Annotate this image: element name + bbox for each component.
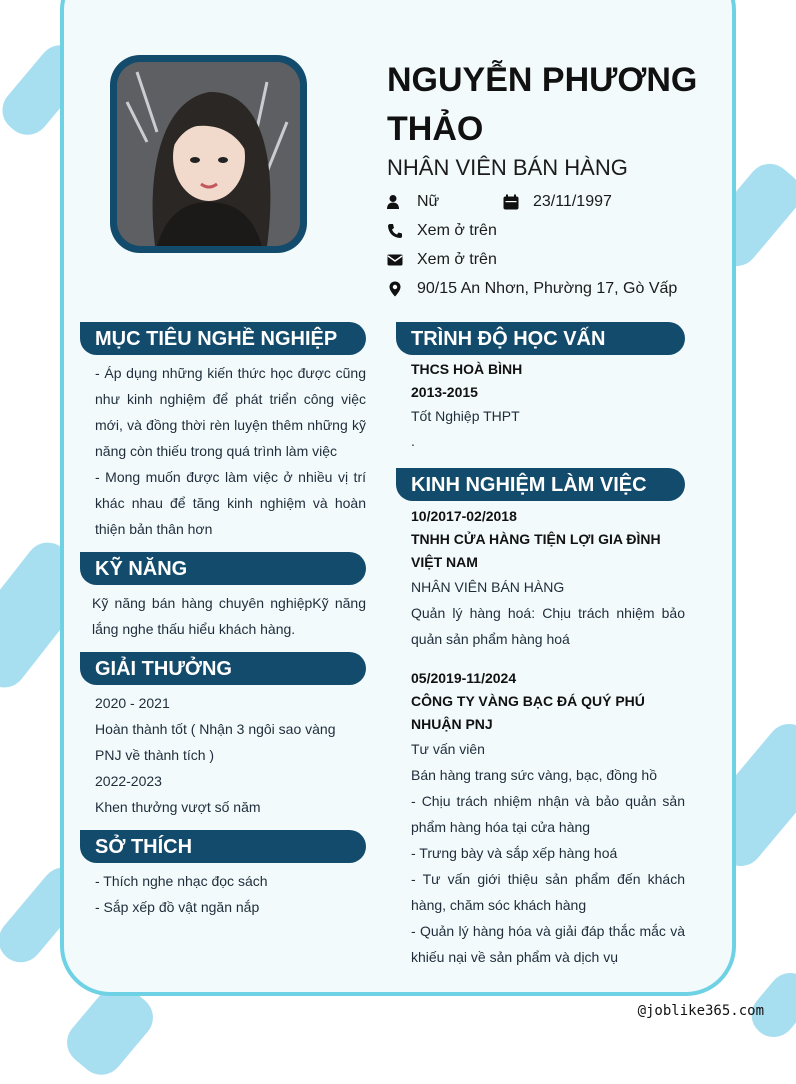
address-value: 90/15 An Nhơn, Phường 17, Gò Vấp (417, 280, 678, 297)
award-line: Khen thưởng vượt số năm (95, 799, 261, 815)
objective-text (95, 360, 366, 542)
job-company: TNHH CỬA HÀNG TIỆN LỢI GIA ĐÌNH VIỆT NAM (411, 531, 661, 570)
education-result: Tốt Nghiệp THPT (411, 408, 520, 424)
job-role: NHÂN VIÊN BÁN HÀNG (411, 579, 565, 595)
job-detail: Quản lý hàng hoá: Chịu trách nhiệm bảo quản sản phẩm hàng hoá (411, 605, 685, 647)
skills-line: Kỹ năng bán hàng chuyên nghiệpKỹ năng lắng nghe thấu hiểu khách hàng. (92, 595, 366, 637)
experience-job-1 (411, 505, 685, 652)
education-heading: TRÌNH ĐỘ HỌC VẤN (396, 322, 685, 355)
job-detail: - Quản lý hàng hóa và giải đáp thắc mắc và khiếu nại về sản phẩm và dịch vụ (411, 923, 685, 965)
award-line: 2022-2023 (95, 773, 162, 789)
hobby-line: - Sắp xếp đồ vật ngăn nắp (95, 899, 260, 915)
job-period: 05/2019-11/2024 (411, 670, 517, 686)
hobbies-text (95, 868, 366, 920)
email-value: Xem ở trên (417, 251, 497, 268)
education-years: 2013-2015 (411, 384, 478, 400)
phone-icon (387, 223, 403, 239)
experience-heading: KINH NGHIỆM LÀM VIỆC (396, 468, 685, 501)
job-role: Tư vấn viên (411, 741, 485, 757)
objective-line: - Mong muốn được làm việc ở nhiều vị trí khác nhau để tăng kinh nghiệm và hoàn thiện bản thân hơn (95, 469, 366, 537)
candidate-name: NGUYỄN PHƯƠNG THẢO (387, 61, 698, 148)
job-detail: Bán hàng trang sức vàng, bạc, đồng hồ (411, 767, 657, 783)
envelope-icon (387, 252, 403, 268)
awards-text (95, 690, 345, 820)
job-detail: - Chịu trách nhiệm nhận và bảo quản sản phẩm hàng hóa tại cửa hàng (411, 793, 685, 835)
experience-job-2 (411, 667, 685, 970)
job-company: CÔNG TY VÀNG BẠC ĐÁ QUÝ PHÚ NHUẬN PNJ (411, 693, 645, 732)
education-text (411, 358, 685, 454)
hobby-line: - Thích nghe nhạc đọc sách (95, 873, 268, 889)
education-extra: . (411, 433, 415, 449)
calendar-icon (503, 194, 519, 210)
award-line: Hoàn thành tốt ( Nhận 3 ngôi sao vàng PNJ về thành tích ) (95, 721, 336, 763)
award-line: 2020 - 2021 (95, 695, 170, 711)
birthdate-row (503, 191, 643, 213)
watermark: @joblike365.com (637, 1003, 764, 1019)
hobbies-heading: SỞ THÍCH (80, 830, 366, 863)
skills-heading: KỸ NĂNG (80, 552, 366, 585)
map-pin-icon (387, 281, 403, 297)
user-icon (387, 194, 403, 210)
objective-line: - Áp dụng những kiến thức học được cũng như kinh nghiệm để phát triển công việc mới, và đồng thời rèn luyện thêm những kỹ năng còn thiếu trong quá trình làm việc (95, 365, 366, 459)
job-detail: - Tư vấn giới thiệu sản phẩm đến khách hàng, chăm sóc khách hàng (411, 871, 685, 913)
gender-row (387, 191, 497, 213)
phone-value: Xem ở trên (417, 222, 497, 239)
skills-text (92, 590, 366, 642)
address-row (387, 278, 707, 300)
gender-value: Nữ (417, 193, 440, 210)
job-title: NHÂN VIÊN BÁN HÀNG (387, 155, 628, 180)
education-school: THCS HOÀ BÌNH (411, 361, 523, 377)
birthdate-value: 23/11/1997 (533, 193, 612, 210)
job-detail: - Trưng bày và sắp xếp hàng hoá (411, 845, 618, 861)
awards-heading: GIẢI THƯỞNG (80, 652, 366, 685)
avatar (117, 62, 300, 246)
phone-row (387, 220, 607, 242)
objective-heading: MỤC TIÊU NGHỀ NGHIỆP (80, 322, 366, 355)
job-period: 10/2017-02/2018 (411, 508, 517, 524)
email-row (387, 249, 607, 271)
avatar-frame (110, 55, 307, 253)
